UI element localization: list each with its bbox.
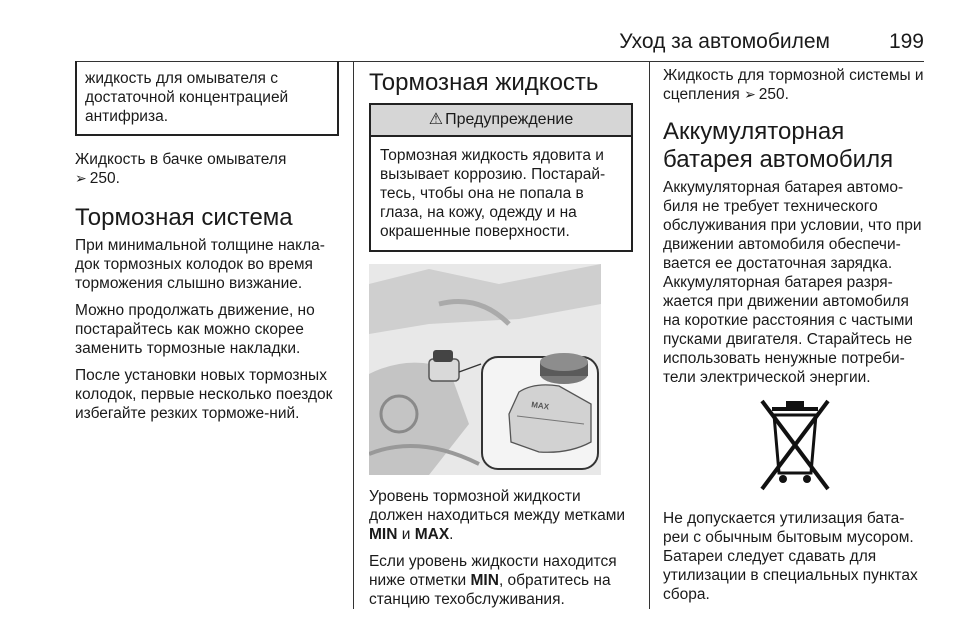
min-mark: MIN [470, 572, 499, 589]
column-divider [353, 61, 354, 609]
warning-title: Предупреждение [445, 111, 574, 128]
washer-reservoir-reference: Жидкость в бачке омывателя ➢ 250. [75, 151, 287, 187]
warning-triangle-icon: ⚠ [428, 111, 444, 128]
washer-fluid-text: жидкость для омывателя с достаточной концентрацией антифриза. [85, 70, 289, 125]
column-3 [663, 66, 927, 612]
header-title: Уход за автомобилем [619, 30, 830, 53]
battery-paragraph: Аккумуляторная батарея автомо-биля не требует технического обслуживания при условии, что при движении автомобиля обеспечи-вается ее достаточная зарядка. Аккумуляторная батарея разря-жается при движении автомобиля на короткие расстояния с частыми пусками двигателя. Старайтесь не использовать ненужные потреби-тели электрической энергии. [663, 179, 922, 386]
column-1 [75, 61, 339, 431]
max-mark: MAX [414, 526, 450, 543]
low-level-paragraph: Если уровень жидкости находится ниже отметки MIN, обратитесь на станцию техобслуживания. [369, 553, 617, 608]
reference-arrow-icon: ➢ [75, 170, 87, 186]
brake-system-heading: Тормозная система [75, 204, 293, 231]
brake-fluid-reservoir-photo [369, 264, 601, 475]
warning-body: Тормозная жидкость ядовита и вызывает коррозию. Постарай-тесь, чтобы она не попала в глаза, на кожу, одежду и на окрашенные поверхности. [380, 147, 606, 240]
column-divider [649, 61, 650, 609]
reference-arrow-icon: ➢ [744, 86, 756, 102]
disposal-paragraph: Не допускается утилизация бата-реи с обычным бытовым мусором. Батареи следует сдавать для утилизации в специальных пунктах сбора. [663, 510, 918, 603]
page-link[interactable]: 250. [758, 86, 789, 103]
battery-heading: Аккумуляторная батарея автомобиля [663, 118, 894, 173]
page-link[interactable]: 250. [89, 170, 120, 187]
brake-fluid-heading: Тормозная жидкость [369, 69, 599, 96]
washer-fluid-box [75, 61, 339, 136]
paragraph: Можно продолжать движение, но постарайтесь как можно скорее заменить тормозные накладки. [75, 302, 315, 357]
warning-box [369, 103, 633, 252]
crossed-out-bin-icon [758, 395, 832, 495]
warning-header [371, 105, 631, 137]
brake-clutch-fluid-reference: Жидкость для тормозной системы и сцепления ➢ 250. [663, 67, 924, 103]
paragraph: При минимальной толщине накла-док тормозных колодок во время торможения слышно визжание. [75, 237, 325, 292]
level-paragraph: Уровень тормозной жидкости должен находиться между метками MIN и MAX. [369, 488, 626, 543]
max-mark-label: MAX [530, 400, 550, 412]
column-2 [369, 61, 633, 617]
page-number: 199 [888, 30, 924, 53]
min-mark: MIN [369, 526, 398, 543]
paragraph: После установки новых тормозных колодок, первые несколько поездок избегайте резких торможе-ний. [75, 367, 333, 422]
